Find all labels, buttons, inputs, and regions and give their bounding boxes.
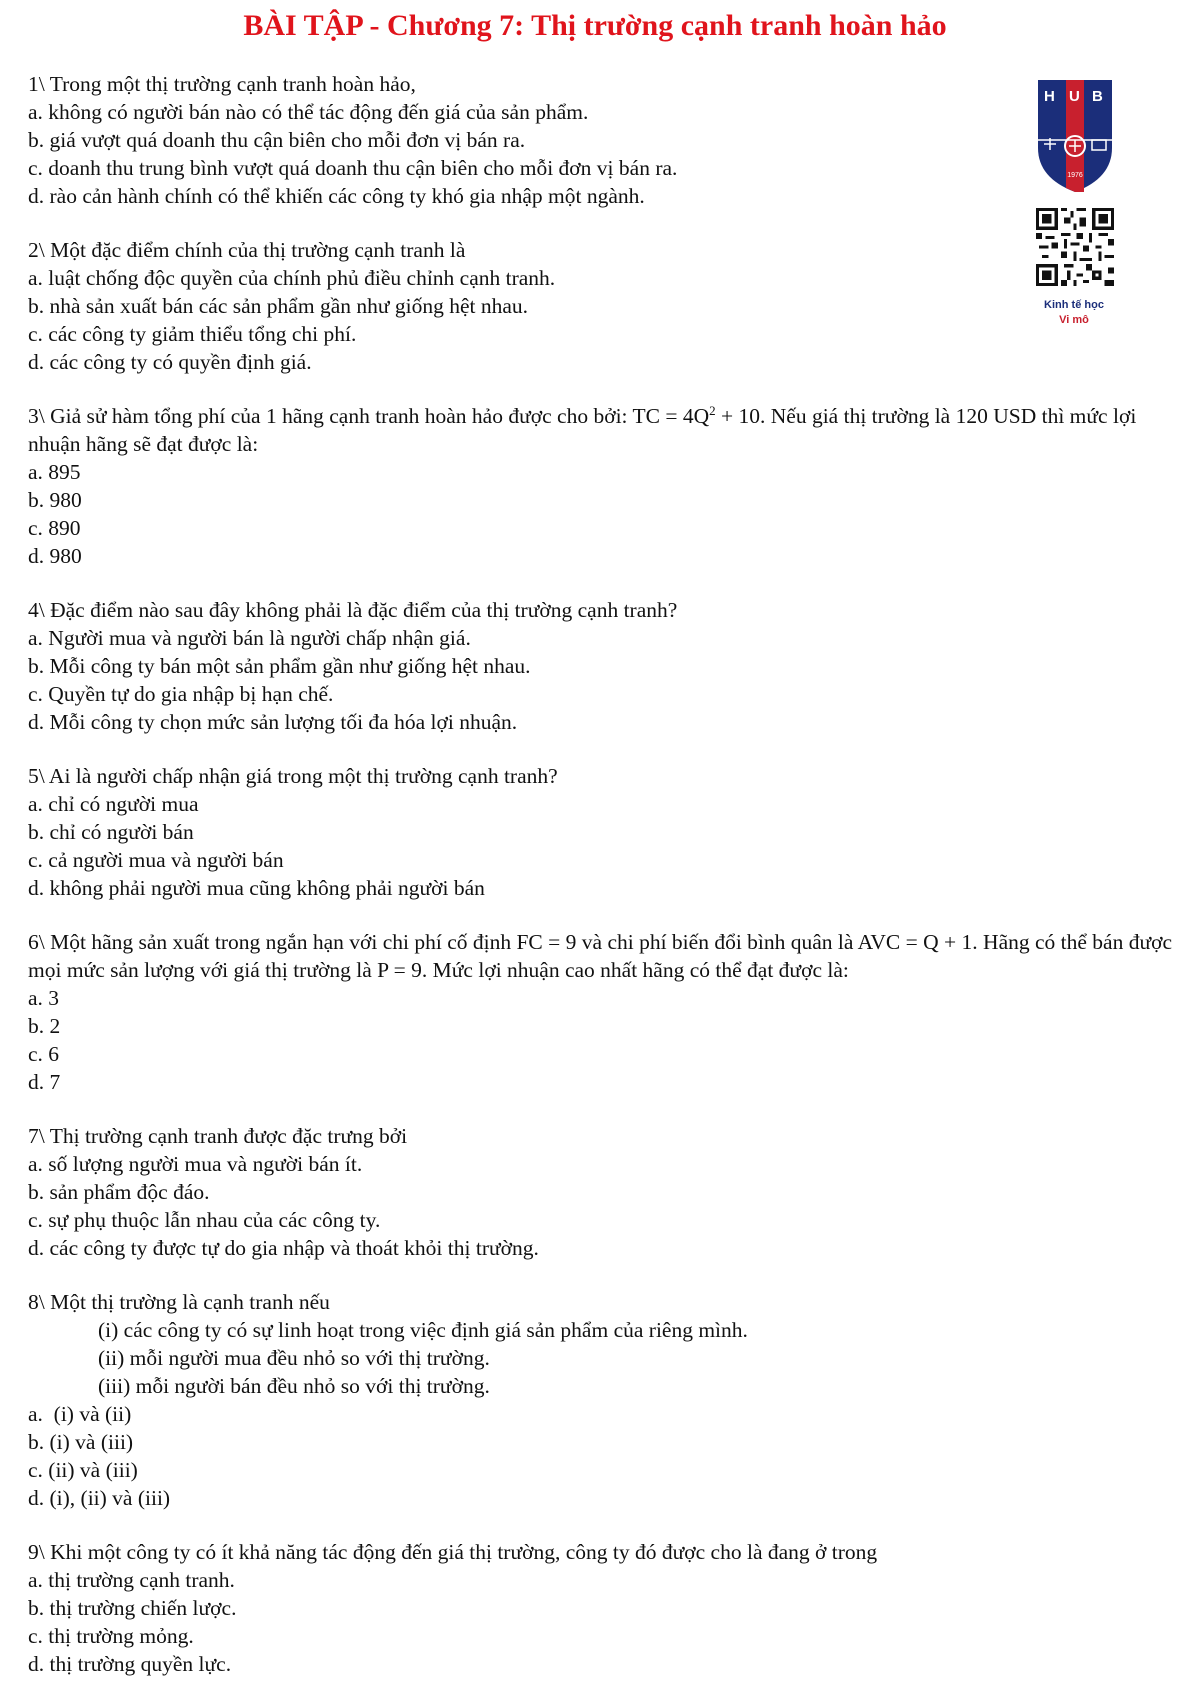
question-3 [28, 402, 1178, 570]
stem-part-1: 3\ Giả sử hàm tổng phí của 1 hãng cạnh tranh hoàn hảo được cho bởi: TC = 4Q [28, 404, 710, 428]
option-c: c. thị trường mỏng. [28, 1624, 194, 1648]
option-b: b. thị trường chiến lược. [28, 1596, 237, 1620]
question-7 [28, 1122, 1178, 1262]
question-stem: 8\ Một thị trường là cạnh tranh nếu [28, 1290, 330, 1314]
option-c: c. cả người mua và người bán [28, 848, 284, 872]
question-8 [28, 1288, 1178, 1512]
option-b: b. 980 [28, 488, 82, 512]
option-c: c. 6 [28, 1042, 60, 1066]
option-d: d. Mỗi công ty chọn mức sản lượng tối đa hóa lợi nhuận. [28, 710, 518, 734]
page-title: BÀI TẬP - Chương 7: Thị trường cạnh tranh hoàn hảo [243, 9, 947, 42]
option-b: b. Mỗi công ty bán một sản phẩm gần như giống hệt nhau. [28, 654, 531, 678]
option-a: a. chỉ có người mua [28, 792, 199, 816]
question-stem: 4\ Đặc điểm nào sau đây không phải là đặc điểm của thị trường cạnh tranh? [28, 598, 678, 622]
question-2 [28, 236, 1008, 376]
logo-caption-line1: Kinh tế học [1044, 299, 1104, 311]
option-c: c. (ii) và (iii) [28, 1458, 138, 1482]
option-a: a. số lượng người mua và người bán ít. [28, 1152, 363, 1176]
option-a: a. luật chống độc quyền của chính phủ điều chỉnh cạnh tranh. [28, 266, 556, 290]
condition-iii: (iii) mỗi người bán đều nhỏ so với thị trường. [98, 1374, 490, 1398]
question-9 [28, 1538, 1178, 1678]
question-stem: 5\ Ai là người chấp nhận giá trong một thị trường cạnh tranh? [28, 764, 558, 788]
option-d: d. 980 [28, 544, 82, 568]
question-stem: 9\ Khi một công ty có ít khả năng tác động đến giá thị trường, công ty đó được cho là đang ở trong [28, 1540, 878, 1564]
option-d: d. không phải người mua cũng không phải người bán [28, 876, 485, 900]
option-b: b. nhà sản xuất bán các sản phẩm gần như giống hệt nhau. [28, 294, 529, 318]
option-d: d. rào cản hành chính có thể khiến các công ty khó gia nhập một ngành. [28, 184, 645, 208]
option-c: c. Quyền tự do gia nhập bị hạn chế. [28, 682, 334, 706]
question-4 [28, 596, 1178, 736]
logo-caption-line2: Vi mô [1059, 314, 1089, 326]
option-a: a. 895 [28, 460, 81, 484]
exercise-list [28, 70, 1178, 1704]
question-stem: 6\ Một hãng sản xuất trong ngắn hạn với chi phí cố định FC = 9 và chi phí biến đổi bình quân là AVC = Q + 1. Hãng có thể bán được mọi mức sản lượng với giá thị trường là P = 9. Mức lợi nhuận cao nhất hãng có thể đạt được là: [28, 930, 1173, 982]
option-b: b. sản phẩm độc đáo. [28, 1180, 210, 1204]
option-d: d. 7 [28, 1070, 61, 1094]
condition-i: (i) các công ty có sự linh hoạt trong việc định giá sản phẩm của riêng mình. [98, 1318, 748, 1342]
option-b: b. (i) và (iii) [28, 1430, 134, 1454]
question-6 [28, 928, 1178, 1096]
logo-letter-b: B [1092, 88, 1103, 105]
option-a: a. (i) và (ii) [28, 1402, 132, 1426]
option-a: a. không có người bán nào có thể tác động đến giá của sản phẩm. [28, 100, 589, 124]
option-a: a. 3 [28, 986, 60, 1010]
logo-letter-u: U [1069, 88, 1080, 105]
logo-letter-h: H [1044, 88, 1055, 105]
option-c: c. các công ty giảm thiểu tổng chi phí. [28, 322, 357, 346]
option-a: a. thị trường cạnh tranh. [28, 1568, 235, 1592]
option-c: c. doanh thu trung bình vượt quá doanh thu cận biên cho mỗi đơn vị bán ra. [28, 156, 678, 180]
option-d: d. (i), (ii) và (iii) [28, 1486, 171, 1510]
question-5 [28, 762, 1178, 902]
question-stem: 2\ Một đặc điểm chính của thị trường cạnh tranh là [28, 238, 466, 262]
stem-exponent: 2 [709, 402, 716, 418]
option-c: c. sự phụ thuộc lẫn nhau của các công ty. [28, 1208, 381, 1232]
logo-year: 1976 [1067, 172, 1083, 179]
question-stem [28, 402, 1178, 458]
option-d: d. các công ty có quyền định giá. [28, 350, 312, 374]
option-a: a. Người mua và người bán là người chấp nhận giá. [28, 626, 471, 650]
question-stem: 1\ Trong một thị trường cạnh tranh hoàn hảo, [28, 72, 416, 96]
option-b: b. 2 [28, 1014, 61, 1038]
option-b: b. giá vượt quá doanh thu cận biên cho mỗi đơn vị bán ra. [28, 128, 526, 152]
question-1 [28, 70, 1008, 210]
condition-ii: (ii) mỗi người mua đều nhỏ so với thị trường. [98, 1346, 490, 1370]
option-b: b. chỉ có người bán [28, 820, 194, 844]
option-c: c. 890 [28, 516, 81, 540]
option-d: d. các công ty được tự do gia nhập và thoát khỏi thị trường. [28, 1236, 539, 1260]
stem-part-2: + 10. Nếu giá thị trường là 120 USD thì mức lợi nhuận hãng sẽ đạt được là: [28, 404, 1137, 456]
question-stem: 7\ Thị trường cạnh tranh được đặc trưng bởi [28, 1124, 408, 1148]
option-d: d. thị trường quyền lực. [28, 1652, 232, 1676]
